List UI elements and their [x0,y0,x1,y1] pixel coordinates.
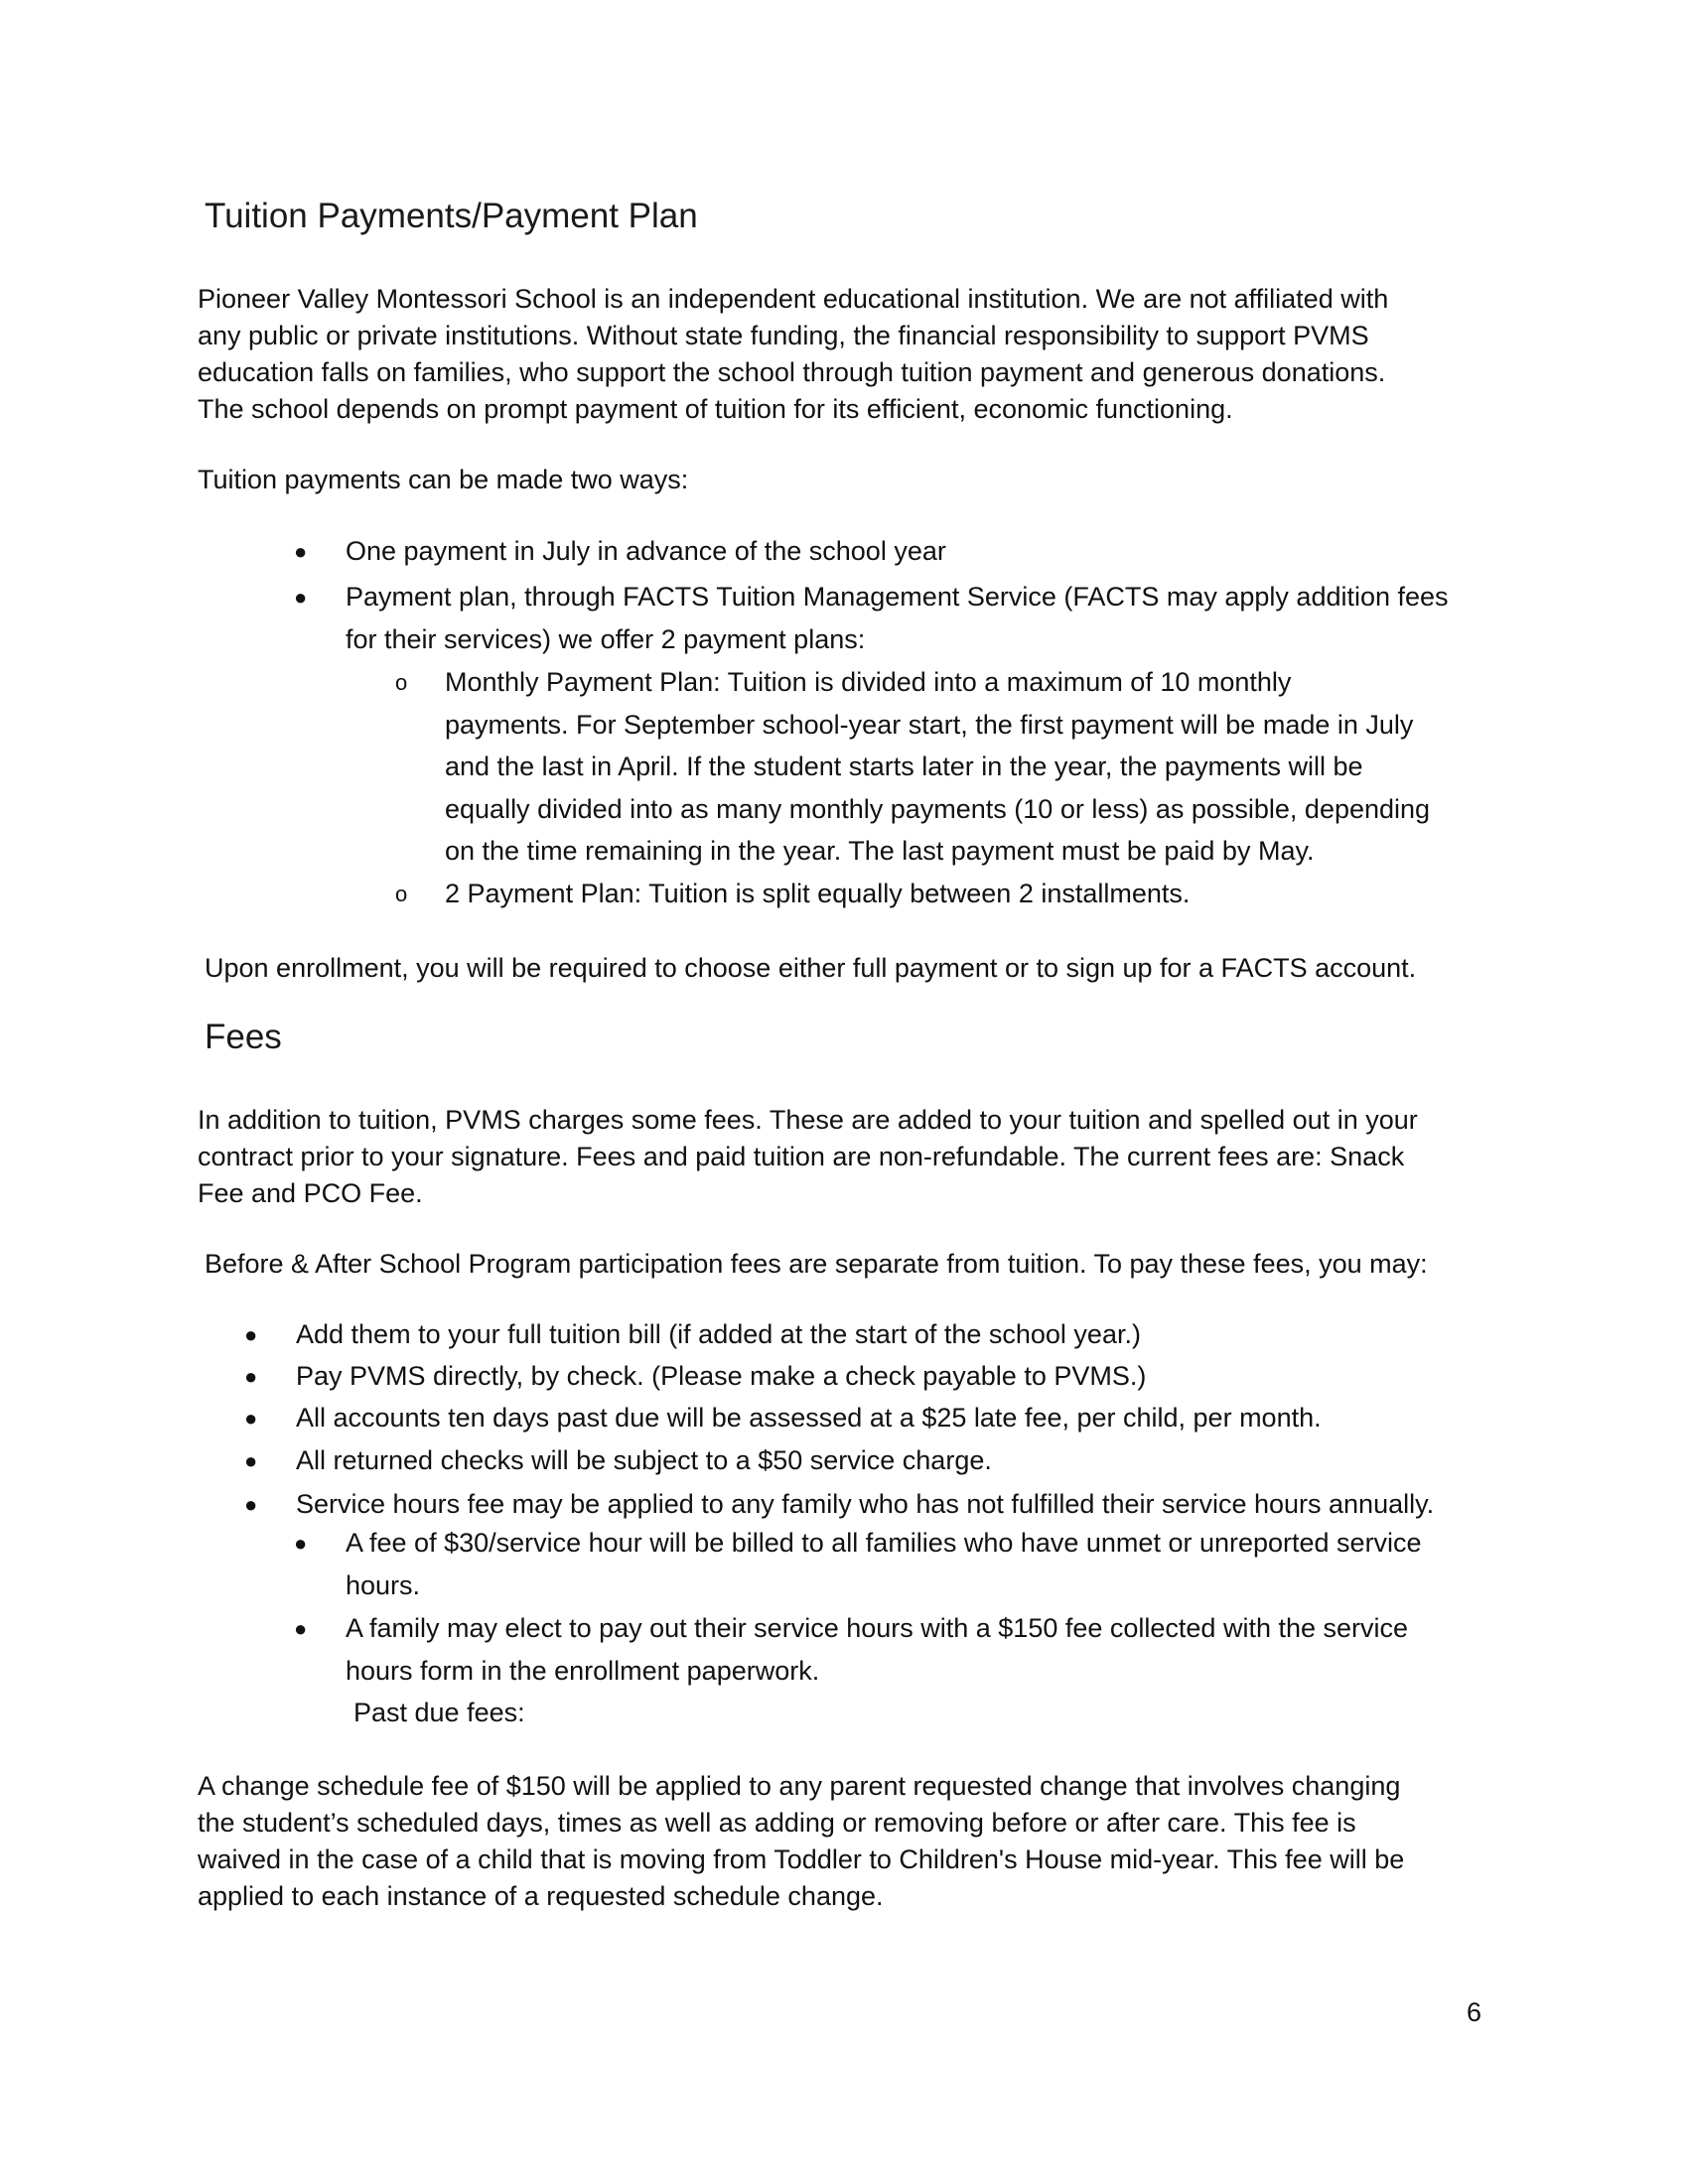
list-item: Add them to your full tuition bill (if added at the start of the school year.) [296,1319,1141,1349]
text-line: Fee and PCO Fee. [198,1178,423,1208]
text-line: Upon enrollment, you will be required to choose either full payment or to sign up for a FACTS account. [205,953,1417,983]
bullet-icon: ● [294,1531,308,1556]
text-line: In addition to tuition, PVMS charges some fees. These are added to your tuition and spelled out in your [198,1105,1418,1135]
list-item: One payment in July in advance of the school year [346,536,946,566]
sub-list-item-continuation: payments. For September school-year start, the first payment will be made in July [445,710,1414,740]
list-item: All accounts ten days past due will be assessed at a $25 late fee, per child, per month. [296,1403,1322,1433]
text-line: waived in the case of a child that is moving from Toddler to Children's House mid-year. This fee will be [198,1844,1405,1874]
bullet-icon: ● [244,1492,258,1517]
bullet-icon: ● [294,1616,308,1641]
text-line: Tuition payments can be made two ways: [198,465,689,494]
sub-list-item-continuation: on the time remaining in the year. The last payment must be paid by May. [445,836,1315,866]
program-fees-note [205,1246,1515,1283]
bullet-icon: ● [244,1448,258,1473]
list-item: Payment plan, through FACTS Tuition Management Service (FACTS may apply addition fees [346,582,1449,612]
sub-list-item: 2 Payment Plan: Tuition is split equally between 2 installments. [445,879,1191,908]
ways-intro [198,462,1508,498]
enrollment-note [205,950,1515,987]
sub-list-item: A fee of $30/service hour will be billed to all families who have unmet or unreported service [346,1528,1422,1558]
list-item: All returned checks will be subject to a $50 service charge. [296,1445,992,1475]
bullet-icon: ● [244,1322,258,1347]
text-line: any public or private institutions. Without state funding, the financial responsibility to support PVMS [198,321,1369,350]
sub-list-item-continuation: and the last in April. If the student starts later in the year, the payments will be [445,751,1363,781]
text-line: Pioneer Valley Montessori School is an independent educational institution. We are not affiliated with [198,284,1389,314]
text-line: contract prior to your signature. Fees and paid tuition are non-refundable. The current fees are: Snack [198,1142,1405,1171]
page-number: 6 [1467,1997,1482,2027]
text-line: applied to each instance of a requested schedule change. [198,1881,884,1911]
sub-list-item-continuation: hours. [346,1570,421,1600]
text-line: the student’s scheduled days, times as well as adding or removing before or after care. This fee is [198,1808,1356,1838]
fees-intro-paragraph [198,1102,1508,1212]
sub-list-item: Monthly Payment Plan: Tuition is divided into a maximum of 10 monthly [445,667,1292,697]
fees-heading: Fees [205,1018,282,1056]
text-line: A change schedule fee of $150 will be applied to any parent requested change that involves changing [198,1771,1401,1801]
past-due-label: Past due fees: [353,1698,525,1727]
text-line: Before & After School Program participation fees are separate from tuition. To pay these fees, you may: [205,1249,1428,1279]
list-item: Pay PVMS directly, by check. (Please make a check payable to PVMS.) [296,1361,1147,1391]
list-item-continuation: for their services) we offer 2 payment plans: [346,624,866,654]
text-line: education falls on families, who support the school through tuition payment and generous donations. [198,357,1386,387]
bullet-icon: ● [294,585,308,610]
bullet-icon: ● [294,539,308,564]
circle-bullet-icon: o [395,670,408,695]
tuition-heading: Tuition Payments/Payment Plan [205,197,698,235]
tuition-intro-paragraph [198,281,1508,428]
sub-list-item: A family may elect to pay out their service hours with a $150 fee collected with the service [346,1613,1409,1643]
circle-bullet-icon: o [395,882,408,906]
text-line: The school depends on prompt payment of tuition for its efficient, economic functioning. [198,394,1233,424]
change-fee-paragraph [198,1768,1508,1915]
bullet-icon: ● [244,1406,258,1431]
list-item: Service hours fee may be applied to any family who has not fulfilled their service hours annually. [296,1489,1435,1519]
sub-list-item-continuation: equally divided into as many monthly payments (10 or less) as possible, depending [445,794,1431,824]
sub-list-item-continuation: hours form in the enrollment paperwork. [346,1656,820,1686]
bullet-icon: ● [244,1364,258,1389]
